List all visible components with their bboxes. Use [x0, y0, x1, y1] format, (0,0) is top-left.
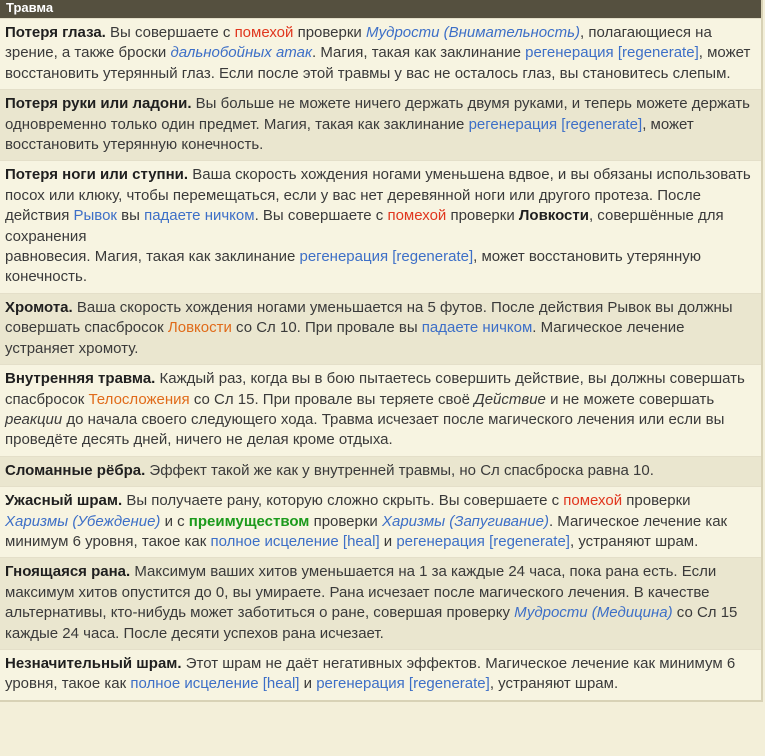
- regenerate-link[interactable]: регенерация [regenerate]: [396, 532, 570, 550]
- disadvantage-link[interactable]: помехой: [387, 207, 447, 225]
- table-row: Ужасный шрам. Вы получаете рану, которую сложно скрыть. Вы совершаете с помехой проверки Харизмы (Убеждение) и с преимуществом проверки Харизмы (Запугивание). Магическое лечение как минимум 6 уровня, такое как полное исцеление [heal] и регенерация [regenerate], устраняют шрам.: [0, 486, 761, 557]
- row-title: Гноящаяся рана.: [5, 563, 131, 581]
- table-row: Незначительный шрам. Этот шрам не даёт негативных эффектов. Магическое лечение как минимум 6 уровня, такое как полное исцеление [heal] и регенерация [regenerate], устраняют шрам.: [0, 649, 761, 700]
- wisdom-medicine-link[interactable]: Мудрости (Медицина): [514, 604, 673, 622]
- regenerate-link[interactable]: регенерация [regenerate]: [316, 675, 490, 693]
- prone-link[interactable]: падаете ничком: [144, 207, 255, 225]
- disadvantage-link[interactable]: помехой: [563, 492, 623, 510]
- heal-link[interactable]: полное исцеление [heal]: [130, 675, 300, 693]
- table-row: Сломанные рёбра. Эффект такой же как у внутренней травмы, но Сл спасброска равна 10.: [0, 456, 761, 486]
- dexterity-term: Ловкости: [518, 207, 589, 225]
- row-title: Хромота.: [5, 298, 73, 316]
- regenerate-link[interactable]: регенерация [regenerate]: [299, 248, 474, 266]
- table-row: Гноящаяся рана. Максимум ваших хитов уменьшается на 1 за каждые 24 часа, пока рана есть. Если максимум хитов опустится до 0, вы умираете. Рана исчезает после магического лечения. В качестве альтернативы, кто-нибудь может заботиться о ране, совершая проверку Мудрости (Медицина) со Сл 15 каждые 24 часа. После десяти успехов рана исчезает.: [0, 557, 761, 649]
- heal-link[interactable]: полное исцеление [heal]: [210, 532, 380, 550]
- charisma-persuasion-link[interactable]: Харизмы (Убеждение): [5, 512, 161, 530]
- table-header: Травма: [0, 0, 761, 18]
- ranged-attacks-link[interactable]: дальнобойных атак: [170, 44, 313, 62]
- row-title: Потеря руки или ладони.: [5, 95, 192, 113]
- table-row: Потеря глаза. Вы совершаете с помехой проверки Мудрости (Внимательность), полагающиеся на зрение, а также броски дальнобойных атак. Магия, такая как заклинание регенерация [regenerate], может восстановить утерянный глаз. Если после этой травмы у вас не осталось глаз, вы становитесь слепым.: [0, 18, 761, 89]
- row-title: Потеря глаза.: [5, 24, 106, 41]
- row-title: Сломанные рёбра.: [5, 461, 146, 479]
- table-row: Потеря руки или ладони. Вы больше не можете ничего держать двумя руками, и теперь можете держать одновременно только один предмет. Магия, такая как заклинание регенерация [regenerate], может восстановить утерянную конечность.: [0, 89, 761, 160]
- row-title: Ужасный шрам.: [5, 492, 123, 510]
- action-term: Действие: [474, 390, 546, 408]
- reaction-term: реакции: [5, 410, 63, 428]
- dash-link[interactable]: Рывок: [73, 207, 117, 225]
- disadvantage-link[interactable]: помехой: [234, 24, 294, 41]
- table-row: Потеря ноги или ступни. Ваша скорость хождения ногами уменьшена вдвое, и вы обязаны использовать посох или клюку, чтобы перемещаться, если у вас нет деревянной ноги или другого протеза. После действия Рывок вы падаете ничком. Вы совершаете с помехой проверки Ловкости, совершённые для сохранения равновесия. Магия, такая как заклинание регенерация [regenerate], может восстановить утерянную конечность.: [0, 160, 761, 292]
- row-title: Незначительный шрам.: [5, 654, 182, 672]
- row-title: Потеря ноги или ступни.: [5, 166, 189, 184]
- wisdom-perception-link[interactable]: Мудрости (Внимательность): [365, 24, 581, 41]
- regenerate-link[interactable]: регенерация [regenerate]: [468, 115, 643, 133]
- advantage-link[interactable]: преимуществом: [188, 512, 310, 530]
- regenerate-link[interactable]: регенерация [regenerate]: [525, 44, 699, 62]
- charisma-intimidation-link[interactable]: Харизмы (Запугивание): [381, 512, 549, 530]
- dexterity-link[interactable]: Ловкости: [167, 319, 232, 337]
- table-row: Хромота. Ваша скорость хождения ногами уменьшается на 5 футов. После действия Рывок вы должны совершать спасбросок Ловкости со Сл 10. При провале вы падаете ничком. Магическое лечение устраняет хромоту.: [0, 293, 761, 364]
- prone-link[interactable]: падаете ничком: [421, 319, 533, 337]
- constitution-link[interactable]: Телосложения: [88, 390, 190, 408]
- table-row: Внутренняя травма. Каждый раз, когда вы в бою пытаетесь совершить действие, вы должны совершать спасбросок Телосложения со Сл 15. При провале вы теряете своё Действие и не можете совершать реакции до начала своего следующего хода. Травма исчезает после магического лечения или если вы проведёте десять дней, ничего не делая кроме отдыха.: [0, 364, 761, 456]
- row-title: Внутренняя травма.: [5, 370, 156, 388]
